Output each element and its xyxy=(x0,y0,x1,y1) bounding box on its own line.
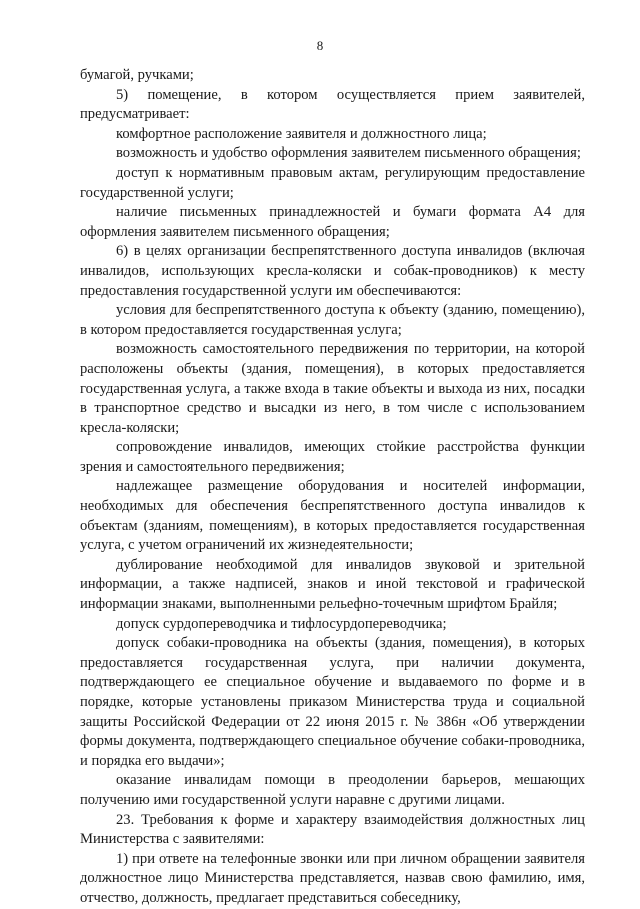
document-body xyxy=(80,66,585,909)
paragraph: возможность и удобство оформления заявителем письменного обращения; xyxy=(116,145,581,162)
paragraph: дублирование необходимой для инвалидов звуковой и зрительной информации, а также надписей, знаков и иной текстовой и графической информации знаками, выполненными рельефно-точечным шрифтом Брайля; xyxy=(80,556,585,613)
paragraph: бумагой, ручками; xyxy=(80,67,194,83)
paragraph: допуск сурдопереводчика и тифлосурдопереводчика; xyxy=(116,615,447,632)
paragraph: сопровождение инвалидов, имеющих стойкие расстройства функции зрения и самостоятельного передвижения; xyxy=(80,439,585,475)
paragraph: доступ к нормативным правовым актам, регулирующим предоставление государственной услуги; xyxy=(80,164,585,201)
paragraph: 6) в целях организации беспрепятственного доступа инвалидов (включая инвалидов, использующих кресла-коляски и собак-проводников) к месту предоставления государственной услуги им обеспечиваются: xyxy=(80,243,585,299)
paragraph: 23. Требования к форме и характеру взаимодействия должностных лиц Министерства с заявителями: xyxy=(80,811,585,848)
paragraph: комфортное расположение заявителя и должностного лица; xyxy=(116,125,487,142)
paragraph: 1) при ответе на телефонные звонки или при личном обращении заявителя должностное лицо Министерства представляется, назвав свою фамилию, имя, отчество, должность, предлагает представиться собеседнику, xyxy=(80,850,585,906)
paragraph: допуск собаки-проводника на объекты (здания, помещения), в которых предоставляется государственная услуга, при наличии документа, подтверждающего ее специальное обучение и выдаваемого по форме и в порядке, которые установлены приказом Министерства труда и социальной защиты Российской Федерации от 22 июня 2015 г. № 386н «Об утверждении формы документа, подтверждающего специальное обучение собаки-проводника, и порядка его выдачи»; xyxy=(80,635,585,769)
paragraph: оказание инвалидам помощи в преодолении барьеров, мешающих получению ими государственной услуги наравне с другими лицами. xyxy=(80,772,585,808)
page-number: 8 xyxy=(316,38,324,53)
paragraph: надлежащее размещение оборудования и носителей информации, необходимых для обеспечения беспрепятственного доступа инвалидов к объектам (зданиям, помещениям), в которых предоставляется государственная услуга, с учетом ограничений их жизнедеятельности; xyxy=(80,478,585,554)
paragraph: условия для беспрепятственного доступа к объекту (зданию, помещению), в котором предоставляется государственная услуга; xyxy=(80,302,585,338)
paragraph: наличие письменных принадлежностей и бумаги формата А4 для оформления заявителем письменного обращения; xyxy=(80,204,585,240)
paragraph: 5) помещение, в котором осуществляется прием заявителей, предусматривает: xyxy=(80,86,585,123)
paragraph: возможность самостоятельного передвижения по территории, на которой расположены объекты (здания, помещения), в которых предоставляется государственная услуга, а также входа в такие объекты и выхода из них, посадки в транспортное средство и высадки из него, в том числе с использованием кресла-коляски; xyxy=(80,341,585,436)
